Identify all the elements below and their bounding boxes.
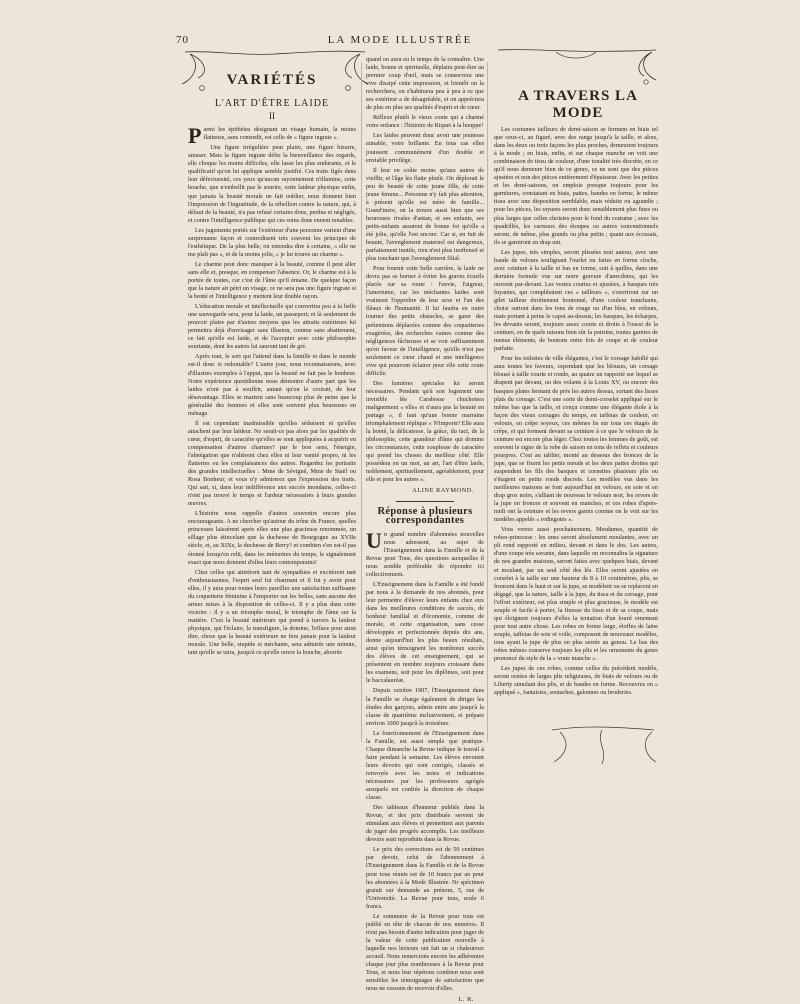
paragraph: armi les épithètes désignant un visage humain, la moins flatteuse, sans contredit, est celle de « figure ingrate ». — [203, 126, 356, 142]
paragraph: Pour les toilettes de ville élégantes, c'est le corsage habillé qui aura toutes les faveurs, cependant que les blouses, un corsage blousé à taille courte et ronde, au quatre un rapporté sur lequel se drapent par devant, ou des volants à la Louis XV, ou encore des basques plates fermant de près les autres dessus, sortant des lisses plats du corsage. C'est une sorte de demi-corselet appliqué sur le même bas que la taille, et conçu comme une élégante étole à la façon des vieux corsages du temps, en taffetas de couleur, en velours, en crêpe soyeux, ces mêmes lis sur tous ces étagés de crêpe, et qui forment devant sa ceinture à ce que le velours de la ceinture est encore plus léger. Chez toutes les femmes de goût, est souvent le signe de la robe de saison en tons de reflets et couleurs pourpres. C'est au tablier, monté au dessous des fronces de la jupe, que se fixent les petits nœuds et les deux pattes droites qui suspendent les fils des basques et cornettes plusieurs plis ou s'étagent en petits ronds discrets. Les modèles vus dans les meilleures maisons se font aujourd'hui en velours, en soie et en drap gros noirs, s'alliant de nouveau le velours noir, les revers de la jupe en fronces et souvent en manches, et ces robes d'après-midi ont la ceinture et les revers garnis comme on le voit sur les modèles appelés « redingotes ». — [494, 355, 658, 524]
signature: L. R. — [458, 996, 474, 1004]
column-1 — [188, 56, 356, 746]
paragraph: Les laides peuvent donc avoir une jeunesse aimable, voire brillante. En tous cas elles jouissent communément d'un double et enviable privilège. — [366, 132, 484, 164]
paragraph: Le charme peut donc manquer à la beauté, comme il peut aller sans elle et, presque, en compenser l'absence. Or, le charme est à la portée de toutes, car c'est de l'âme qu'il émane. De quelque façon que la nature ait pétri un visage, ce ne sera pas une figure ingrate si la bonté et l'intelligence y mettent leur double rayon. — [188, 260, 356, 301]
page-number: 70 — [176, 34, 189, 46]
paragraph: L'Enseignement dans la Famille a été fondé par nous à la demande de nos abonnés, pour leur permettre d'élever leurs enfants chez eux dans les meilleures conditions de succès, de bonheur familial et d'économie, comme de morale, et cette organisation, sans cesse développée et perfectionnée depuis dix ans, donne aujourd'hui les plus beaux résultats, ainsi qu'en témoignent les nombreux succès des élèves de cet enseignement, qui se présentent en nombre toujours croissant dans les examens, soit pour les diplômes, soit pour le baccalauréat. — [366, 580, 484, 685]
paragraph: Les jupes de ces robes, comme celles du précédent modèle, seront ornées de larges plis religieuses, de biais de velours ou de Liberty simulant des plis, et de bandes en forme. Recouvrez en « appliqué », fantaisies, soutaches, galonnes ou broderies. — [494, 665, 658, 697]
paragraph: Depuis octobre 1907, l'Enseignement dans la Famille se charge également de diriger les études des garçons, admis entre ans jusqu'à la classe de quatrième inclusivement, et prépare environ 1000 jusqu'à la troisième. — [366, 687, 484, 727]
paragraph: Réflexe plutôt le vieux conte qui a charmé votre enfance : l'histoire de Riquet à la houppe! — [366, 114, 484, 130]
article-title: L'ART D'ÊTRE LAIDE — [214, 98, 330, 110]
running-head: LA MODE ILLUSTRÉE — [327, 34, 473, 46]
paragraph: L'éducation morale et intellectuelle qui convertira peu à la belle une sauvegarde sera, pour la laide, un passeport; et là seulement de pouvoir plaire par d'autres moyens que les attraits extérieurs lui permettra déjà d'envisager sans illusion, comme sans abattement, ce fait qu'elle est laide, et de l'accepter avec cette philosophie souriante, dont les autres lui sauront tant de gré. — [188, 303, 356, 351]
paragraph: L'histoire nous rappelle d'autres souvenirs encore plus encourageants. A ne chercher qu'autour du trône de France, quelles princesses laissèrent après elles une plus gracieuse renommée, un sillage plus étincelant que la duchesse de Bourgogne au XVIIe siècle, et, au XIXe, la duchesse de Berry? et combien s'en est-il pas étonné lorsqu'en relit, dans les mémoires du temps, le signalement exact que nous donnent d'elles leurs contemporains! — [188, 510, 356, 566]
paragraph: Le fonctionnement de l'Enseignement dans la Famille, est aussi simple que pratique. Chaque dimanche la Revue indique le travail à faire pendant la semaine. Les élèves envoient leurs devoirs qui sont corrigés, classés et renvoyés avec les notes et indications nécessaires par les professeurs agrégés auxquels est confiée la direction de chaque classe. — [366, 729, 484, 802]
paragraph: Les jugements portés sur l'extérieur d'une personne varient d'une surprenante façon et contredisent très souvent les principes de l'esthétique. De la plus belle, on entendra dire à certains, « elle ne me plaît pas », et de la moins jolie, « je lui trouve un charme ». — [188, 226, 356, 258]
paragraph: Pour fournir cette belle carrière, la laide ne devra pas se borner à éviter les graves écueils placés sur sa route : l'envie, l'aigreur, l'amertume, car les méchantes laides sont vraiment l'opprobre de leur sexe et l'un des fléaux de l'humanité. Il lui faudra en outre tourner des petits obstacles, se garer des prétentions déplacées comme des coquetteries exagérées, des recherches vaines comme des négligences fâcheuses et se voir suffisamment qu'en faveur de l'intelligence, qu'elle n'est pas seulement ce cœur chaud et une intelligence vive qui pourront éclairer pour elle cette route difficile. — [366, 265, 484, 377]
paragraph: Après tout, le sort qui l'attend dans la famille et dans le monde est-il donc si redoutable? L'autre jour, nous reconnaissions, avec d'illustres exemples à l'appui, que la beauté ne fait pas le bonheur. Notre expérience quotidienne nous démontre d'autre part que les laides n'ont pas à souffrir, autant qu'on le croirait, de leur désavantage. Elles se marient sans beaucoup plus de peine que la généralité des femmes et elles sont souvent plus heureuses en ménage. — [188, 353, 356, 417]
column-3 — [494, 56, 658, 716]
paragraph: Il leur en coûte moins qu'aux autres de vieillir, et l'âge les flatte plutôt. On déplorait le peu de beauté de cette jeune fille, de cette jeune femme... Personne n'y fait plus attention, à présent qu'elle est mère de famille... Grand'mère, on la trouve aussi bien que ses heureuses rivales d'antan, et ses enfants, ses petits-enfants assurent de bonne foi qu'elle a été jolie, qu'elle l'est encore. Car si, en fuit de beauté, l'avenglement maternel est dangereux, parfaitement inutile, rien n'est plus inoffensif et plus touchant que l'aveuglement filial. — [366, 166, 484, 263]
section-title-mode: A TRAVERS LA MODE — [518, 88, 638, 121]
column-divider-1 — [361, 62, 362, 742]
paragraph: Chez celles qui attirèrent tant de sympathies et excitèrent tant d'enthousiasmes, l'esprit seul fut charmant et il fut y avoir pour elles, il y aura pour toutes leurs pareilles une satisfaction suffisante du coquetterie féminine à l'emporter sur les belles, sans aucune des armes mises à la disposition de celles-ci. Il y a plus dans cette victoire : il y a un triomphe moral, le triomphe de l'âme sur la matière. C'est la beauté intérieure qui prend à travers la laideur physique, qui l'éclaire, la transfigure, la domine, l'efface pour ainsi dire, chose que la beauté extérieure ne fera jamais pour la laideur morale. Une belle, stupide et méchante, sera admirée une minute, tant qu'elle se taira, jusqu'à ce qu'elle ouvre la bouche, aborrée — [188, 568, 356, 657]
article-part: II — [269, 111, 275, 122]
dropcap: U — [366, 527, 382, 553]
paragraph: Une figure irrégulière peut plaire, une figure bizarre, amuser. Mais la figure ingrate défie la bienveillance des regards, elle choque les moins difficiles, elle lasse les plus endurants, et le qualificatif qu'on lui applique semble justifié. Ces traits figés dans leur défectuosité, ces yeux qu'aucun rayonnement n'illumine, cette bouche, que n'embellit pas le sourire, cette laideur physique enfin, que jamais la beauté morale ne fait oublier, nous donnent bien l'impression de l'ingratitude, de la rébellion contre la nature, qui, à défaut de la beauté, n'a pas refusé certains dons, perdus et négligés, et contre l'intelligence publique qui ces soins dons ennent notables. — [188, 144, 356, 224]
paragraph: Le sommaire de la Revue pour tous est publié en tête de chacun de nos numéros. Il n'est pas besoin d'autre indication pour juger de la valeur de cette publication nouvelle à laquelle nos lecteurs ont fait un si chaleureux accueil. Nous remercions encore les adhérentes chaque jour plus nombreuses à la Revue pour Tous, et nous leur répétons combien nous sont sensibles les témoignages de satisfaction que nous ne cessons de recevoir d'elles. — [366, 912, 484, 993]
paragraph: Les costumes tailleurs de demi-saison se ferment en biais tel que ceux-ci, au figuré, avec des rangs jusqu'à la taille, et alors, dans les deux ou trois façons les plus proches, demeurent toujours à la mode ; en biais, enfin, et sur chaque manche on voit une combinaison de tissu de couleur, d'une tonalité très discrète, en ce qu'il nous demeure bien de ce genre, ce ne sont que des pièces ajustées et non des pièces entièrement d'épaisseur. Avec les petites et les demi-saisons, on emploie presque toujours pour les garnitures, constatant en biais, pattes, bandes en forme, le même tissu avec une disposition semblable, mais réduite ou agrandie ; pour les pièces, les rayures seront donc sensiblement plus fines ou plus larges que celles choisies pour le fond du costume ; avec les quadrillés, les carreaux des étoupes ou autres conventionnels seront, de même, plus grands ou plus petits ; quant aux écossais, ils se garniront en drap uni. — [494, 126, 658, 246]
dropcap: P — [188, 123, 202, 149]
paragraph: n grand nombre d'abonnées nouvelles nous adressent, au sujet de l'Enseignement dans la Famille et de la Revue pour Tous, des questions auxquelles il nous semble préférable de répondre ici collectivement. — [366, 530, 484, 578]
bottom-ornament-right — [548, 722, 658, 768]
section-title-reponse: Réponse à plusieurs correspondantes — [377, 506, 473, 526]
paragraph: quand on aura eu le temps de la connaître. Une laide, bonne et spirituelle, déplaira peut-être au premier coup d'œil, mais se conservera une vive dissipé cette impression, et bientôt on la recherchera, on s'habituera peu à peu à ce que ses extérieur a de désagréable, et on appréciera de plus en plus ses qualités d'esprit et de cœur. — [366, 56, 484, 112]
column-divider-2 — [487, 62, 488, 742]
signature: ALINE RAYMOND. — [412, 487, 474, 495]
divider — [396, 501, 454, 502]
column-2 — [366, 56, 484, 1004]
paragraph: Les jupes, très simples, seront plissées tout autour, avec une bande de velours soulignant l'ourlet ou faites en forme cloche, avec ceinture à la taille et bas en forme, soit à quilles, dans une dernière formule vue sur notre gravure d'anecdotes, qui les ouvrent par-devant. Les vestes courtes et ajustées, à basques très fuyantes, qui complétaient ces « tailleurs », s'ouvriront sur un gilet tailleur étroitement boutonné, d'une couleur tranchante, choisi surtout dans les tons de rouge ou d'un bleu, en velours, mais portant à peine le capot au-dessus; les basques, les écharpes, les devants seront, toujours assez courts et droits à l'ouest de la ceinture, en de quels raisons bien sûr la poitrine, toutes garnies de menus éléments, de boutons entre fois de coupe et de couleur parfaite. — [494, 248, 658, 353]
paragraph: Des lumières spéciales lui seront nécessaires. Pendant qu'à son logement une invisible fée Carabosse chuchotera malignement « elle» et n'aura pas la beauté en partage », il faut qu'une bonne marraine triomphalement réplique « N'importe! Elle aura la bonté, la délicatesse, la grâce, du tact, de la philosophie, cette grandeur d'âme qui domine les circonstances, cette souplesse de caractère qui prend les choses du meilleur côté. Elle possédera en un mot, un art, l'art d'être laide, noblement, spirituellement, agréablement, pour elle et pour les autres ». — [366, 379, 484, 484]
paragraph: Vous verrez aussi prochainement, Mesdames, quantité de robes-princesse : les unes seront absolument moulantes, avec un pli rond rapporté en milieu, devant et dans le dos. Les autres, d'une coupe très savante, dans laquelle on reconnaîtra la signature de nos grandes maisons, seront faites avec quelques biais, devant et moulant, par un seul côté des lés. Elles seront ajustées en corselet à la taille sur une hauteur de 8 à 10 centimètres, plis, se froncent dans le haut et sur la jupe, se modèlent ou se replacent en dégagé, que la nature, taille à la jupe, du tissu et du corsage, pour l'effort extérieur, est plus simple et plus gracieuse, le modèle est souple et facile à porter, la finesse du tissu et de sa coupe, mais qui éloignent toujours d'elles la tentation d'un lourd ornement pour tout autre chose. Les robes en forme large, étoffes de laine souple, taffetas de soie et voile, composent de nouveaux modèles, tous ayant la jupe de plus en plus serrée au genou. Le bas des robes mêmes conserve toujours les plis et les ornements du genre prononcé du style de la « vraie manche ». — [494, 526, 658, 663]
paragraph: Des tableaux d'honneur publiés dans la Revue, et des prix distribués servent de stimulant aux élèves et permettent aux parents de juger des progrès accomplis. Les meilleurs devoirs sont reproduits dans la Revue. — [366, 804, 484, 844]
section-title-varietes: VARIÉTÉS — [226, 72, 318, 88]
paragraph: Le prix des corrections est de 50 centimes par devoir, celui de l'abonnement à l'Enseignement dans la Famille et de la Revue pour tous réunis est de 10 francs par an pour les abonnées à la Mode Illustrée. Nr spécimen gratuit sur demande au prénom, 5, rue de l'Université. La Revue pour tous, seule 6 francs. — [366, 846, 484, 910]
paragraph: Il est cependant inadmissible qu'elles séduisent et qu'elles attachent par leur laideur. Ne serait-ce pas alors par les qualités de cœur, d'esprit, de caractère qu'elles se sont appliquées à acquérir en compensation d'autres charmes? par le bon sens, l'énergie, l'abnégation que n'altèrent chez elles ni leur vanité propre, ni les flatteries ou les complaisances des autres. Regardez les portraits des grandes intellectuelles : Mme de Sévigné, Mme de Staël ou Rosa Bonheur, et vous n'y admirerez que l'expression des traits. Qui sait, si, dans leur indifférence aux succès mondains, celles-ci n'ont pas trouvé le temps et l'ardeur nécessaires à leurs grandes œuvres. — [188, 419, 356, 508]
